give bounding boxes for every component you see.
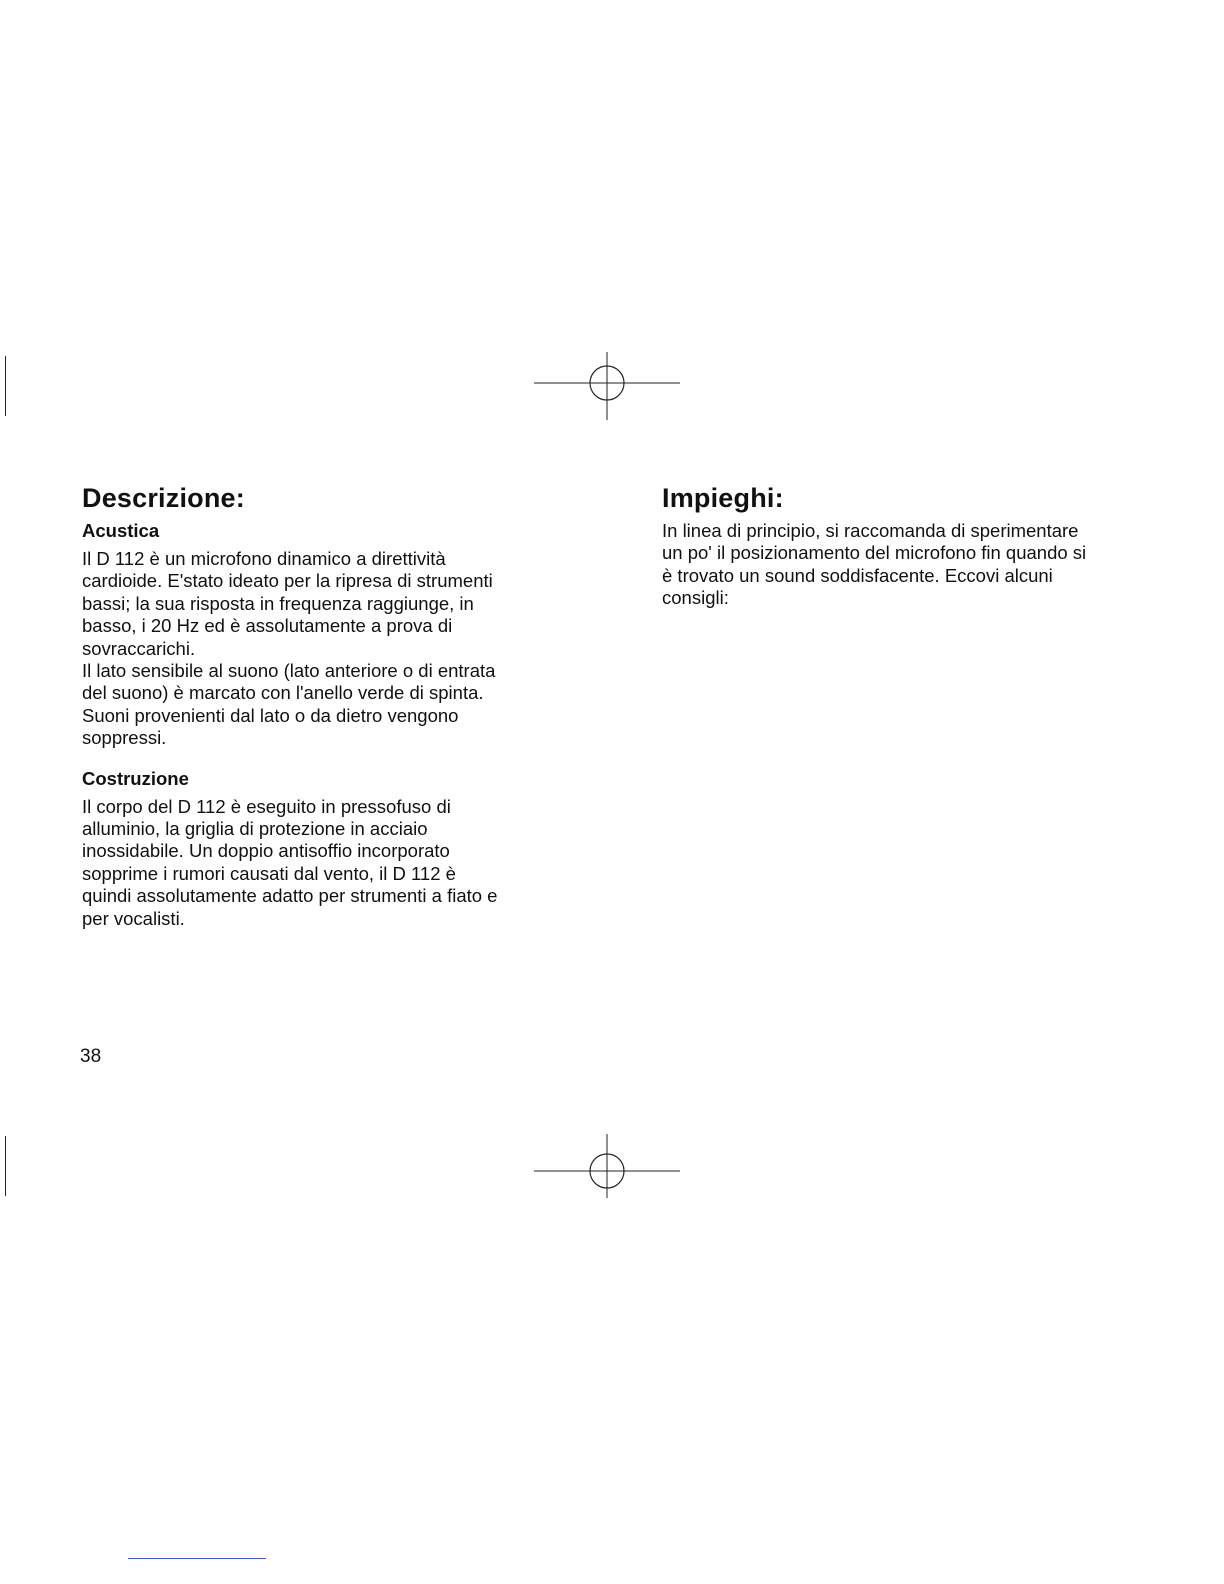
text-line: sovraccarichi. (82, 637, 196, 659)
text-line: Il D 112 è un microfono dinamico a direttività (82, 548, 446, 569)
text-line: Il corpo del D 112 è eseguito in pressofuso di (82, 795, 451, 817)
text-line: quindi assolutamente adatto per strumenti a fiato e (82, 885, 498, 907)
text-line: Il lato sensibile al suono (lato anteriore o di entrata (82, 660, 496, 682)
text-line: basso, i 20 Hz ed è assolutamente a prova di (82, 615, 453, 637)
section-gap (82, 750, 582, 768)
text-line: alluminio, la griglia di protezione in acciaio (82, 818, 428, 840)
left-column (82, 482, 582, 930)
crop-mark-left-top (5, 356, 6, 416)
text-line: soppressi. (82, 727, 167, 749)
text-line: del suono) è marcato con l'anello verde di spinta. (82, 682, 484, 704)
text-line: per vocalisti. (82, 907, 185, 929)
descrizione-title: Descrizione: (82, 483, 245, 513)
text-line: è trovato un sound soddisfacente. Eccovi alcuni (662, 564, 1053, 586)
text-line: Suoni provenienti dal lato o da dietro vengono (82, 704, 459, 726)
costruzione-paragraph (82, 796, 582, 930)
text-line: In linea di principio, si raccomanda di sperimentare (662, 520, 1079, 541)
footer-rule (128, 1558, 266, 1559)
right-column (662, 482, 1182, 610)
text-line: inossidabile. Un doppio antisoffio incorporato (82, 840, 450, 862)
text-line: un po' il posizionamento del microfono fin quando si (662, 542, 1087, 564)
registration-mark-top-icon (530, 350, 684, 422)
page-number: 38 (80, 1046, 102, 1067)
acustica-paragraph (82, 548, 582, 750)
impieghi-title: Impieghi: (662, 483, 784, 513)
text-line: sopprime i rumori causati dal vento, il D 112 è (82, 862, 456, 884)
costruzione-heading: Costruzione (82, 767, 189, 789)
crop-mark-left-bottom (5, 1136, 6, 1196)
impieghi-paragraph (662, 520, 1182, 610)
acustica-heading: Acustica (82, 520, 160, 541)
registration-mark-bottom-icon (530, 1132, 684, 1204)
text-line: consigli: (662, 587, 729, 609)
text-line: cardioide. E'stato ideato per la ripresa di strumenti (82, 570, 493, 592)
text-line: bassi; la sua risposta in frequenza raggiunge, in (82, 592, 474, 614)
